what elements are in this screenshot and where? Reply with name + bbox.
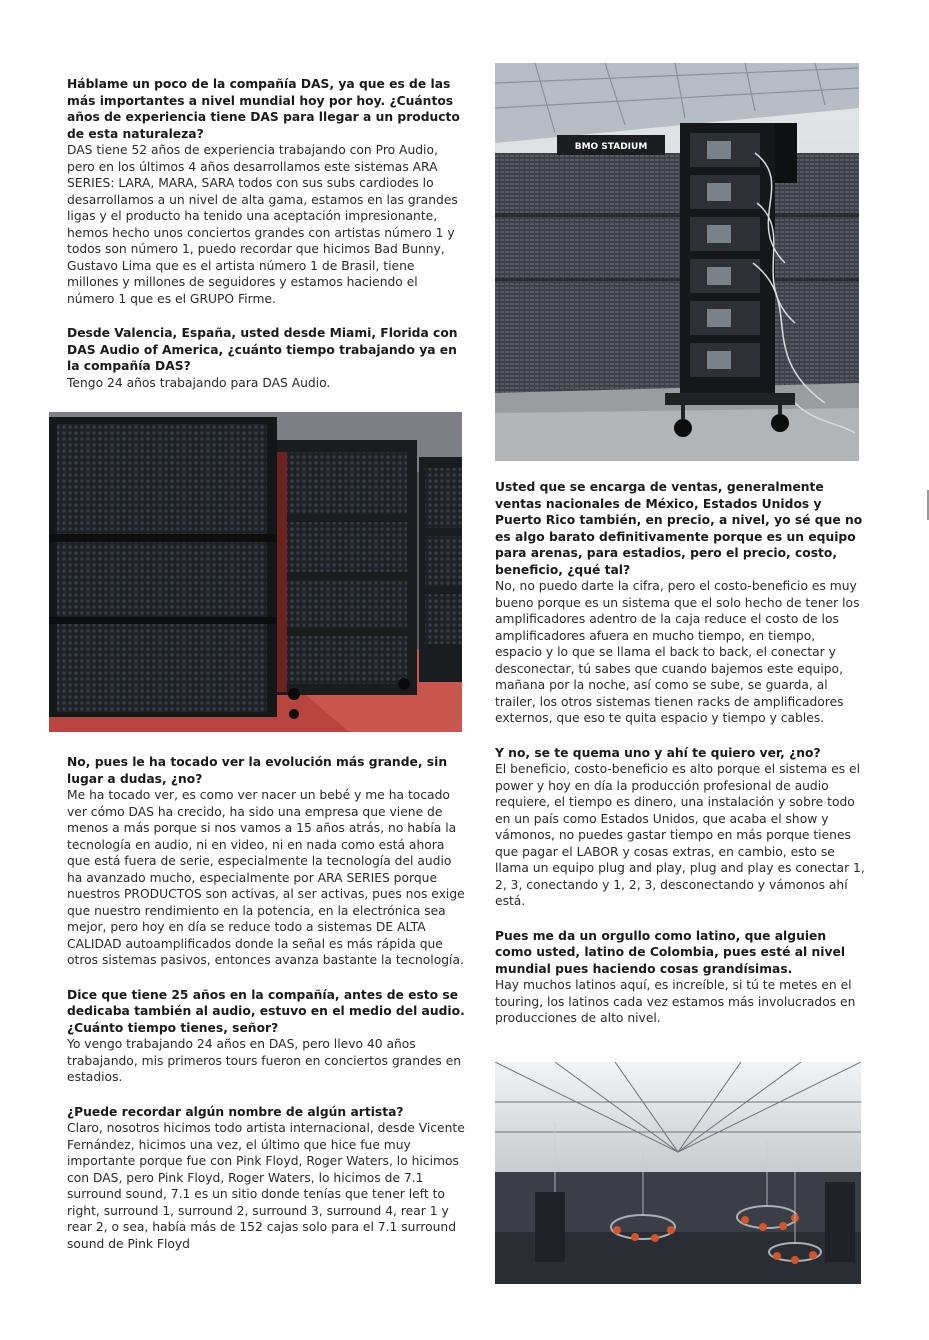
question-text: Dice que tiene 25 años en la compañía, antes de esto se dedicaba también al audio, estuvo en el medio del audio. ¿Cuánto tiempo tienes, señor? bbox=[67, 987, 465, 1035]
question-text: Háblame un poco de la compañía DAS, ya que es de las más importantes a nivel mundial hoy por hoy. ¿Cuántos años de experiencia tiene DAS para llegar a un producto de esta naturaleza? bbox=[67, 77, 460, 141]
question-text: Usted que se encarga de ventas, generalmente ventas nacionales de México, Estados Unidos y Puerto Rico también, en precio, a nivel, yo sé que no es algo barato definitivamente porque es un equipo para arenas, para estadios, pero el precio, costo, beneficio, ¿qué tal? bbox=[495, 480, 863, 577]
qa-block bbox=[67, 325, 465, 391]
question-text: Pues me da un orgullo como latino, que alguien como usted, latino de Colombia, pues esté al nivel mundial pues haciendo cosas grandísimas. bbox=[495, 928, 846, 976]
answer-text: Hay muchos latinos aquí, es increíble, si tú te metes en el touring, los latinos cada vez estamos más involucrados en producciones de alto nivel. bbox=[495, 978, 856, 1025]
left-column-top bbox=[67, 76, 465, 405]
left-column-bottom bbox=[67, 754, 465, 1266]
rigging-illustration bbox=[495, 1062, 861, 1284]
question-text: No, pues le ha tocado ver la evolución más grande, sin lugar a dudas, ¿no? bbox=[67, 755, 448, 786]
question-text: Y no, se te quema uno y ahí te quiero ver, ¿no? bbox=[495, 745, 821, 760]
speaker-cabinets-photo bbox=[49, 412, 462, 732]
answer-text: No, no puedo darte la cifra, pero el costo-beneficio es muy bueno porque es un sistema que el solo hecho de tener los amplificadores adentro de la caja reduce el costo de los amplificadores afuera en mucho tiempo, en tiempo, espacio y lo que se llama el back to back, el conectar y desconectar, tú sabes que cuando bajemos este equipo, mañana por la noche, así como se sube, se guarda, al trailer, los otros sistemas tienen racks de amplificadores externos, que eso te quita espacio y tiempo y cables. bbox=[495, 579, 860, 725]
answer-text: Me ha tocado ver, es como ver nacer un bebé y me ha tocado ver cómo DAS ha crecido, ha sido una empresa que viene de menos a más porque si nos vamos a 15 años atrás, no había la tecnología en audio, ni en video, ni en nada como está ahora que está fuera de serie, especialmente la tecnología del audio ha avanzado mucho, especialmente por ARA SERIES porque nuestros PRODUCTOS son activas, al ser activas, pues nos exige que nuestro rendimiento en la potencia, en la electrónica sea mejor, pero hoy en día se reduce todo a sistemas DE ALTA CALIDAD autoamplificados donde la señal es más rápida que otros sistemas pasivos, entonces avanza bastante la tecnología. bbox=[67, 788, 465, 967]
right-column-text bbox=[495, 479, 865, 1041]
answer-text: El beneficio, costo-beneficio es alto porque el sistema es el power y hoy en día la producción profesional de audio requiere, el tiempo es dinero, una instalación y sobre todo en un país como Estados Unidos, que acaba el show y vámonos, no puedes gastar tiempo en más porque tienes que pagar el LABOR y cosas extras, en cambio, esto se llama un equipo plug and play, plug and play es conectar 1, 2, 3, conectando y 1, 2, 3, desconectando y vámonos ahí está. bbox=[495, 762, 865, 908]
qa-block bbox=[495, 928, 865, 1027]
qa-block bbox=[67, 76, 465, 307]
question-text: ¿Puede recordar algún nombre de algún artista? bbox=[67, 1104, 404, 1119]
answer-text: Tengo 24 años trabajando para DAS Audio. bbox=[67, 375, 331, 390]
answer-text: DAS tiene 52 años de experiencia trabajando con Pro Audio, pero en los últimos 4 años desarrollamos este sistemas ARA SERIES: LARA, MARA, SARA todos con sus subs cardiodes lo desarrollamos a un nivel de alta gama, estamos en las grandes ligas y el producto ha tenido una aceptación impresionante, hemos hecho unos conciertos grandes con artistas número 1 y todos son número 1, puedo recordar que hicimos Bad Bunny, Gustavo Lima que es el artista número 1 de Brasil, tiene millones y millones de seguidores y estamos haciendo el número 1 que es el GRUPO Firme. bbox=[67, 143, 458, 306]
qa-block bbox=[67, 1104, 465, 1253]
qa-block bbox=[495, 479, 865, 727]
question-text: Desde Valencia, España, usted desde Miami, Florida con DAS Audio of America, ¿cuánto tiempo trabajando ya en la compañía DAS? bbox=[67, 326, 458, 373]
qa-block bbox=[67, 987, 465, 1086]
qa-block bbox=[67, 754, 465, 969]
stadium-line-array-photo bbox=[495, 63, 859, 461]
stadium-illustration bbox=[495, 63, 859, 461]
answer-text: Claro, nosotros hicimos todo artista internacional, desde Vicente Fernández, hicimos una vez, el último que hice fue muy importante porque fue con Pink Floyd, Roger Waters, lo hicimos con DAS, pero Pink Floyd, Roger Waters, lo hicimos de 7.1 surround sound, 7.1 es un sitio donde tenías que tener left to right, surround 1, surround 2, surround 3, surround 4, rear 1 y rear 2, o sea, había más de 152 cajas solo para el 7.1 surround sound de Pink Floyd bbox=[67, 1121, 465, 1251]
speaker-cabinets-illustration bbox=[49, 412, 462, 732]
qa-block bbox=[495, 745, 865, 910]
stage-rigging-photo bbox=[495, 1062, 861, 1284]
answer-text: Yo vengo trabajando 24 años en DAS, pero llevo 40 años trabajando, mis primeros tours fueron en conciertos grandes en estadios. bbox=[67, 1037, 462, 1084]
stadium-sign-text: BMO STADIUM bbox=[574, 142, 648, 152]
